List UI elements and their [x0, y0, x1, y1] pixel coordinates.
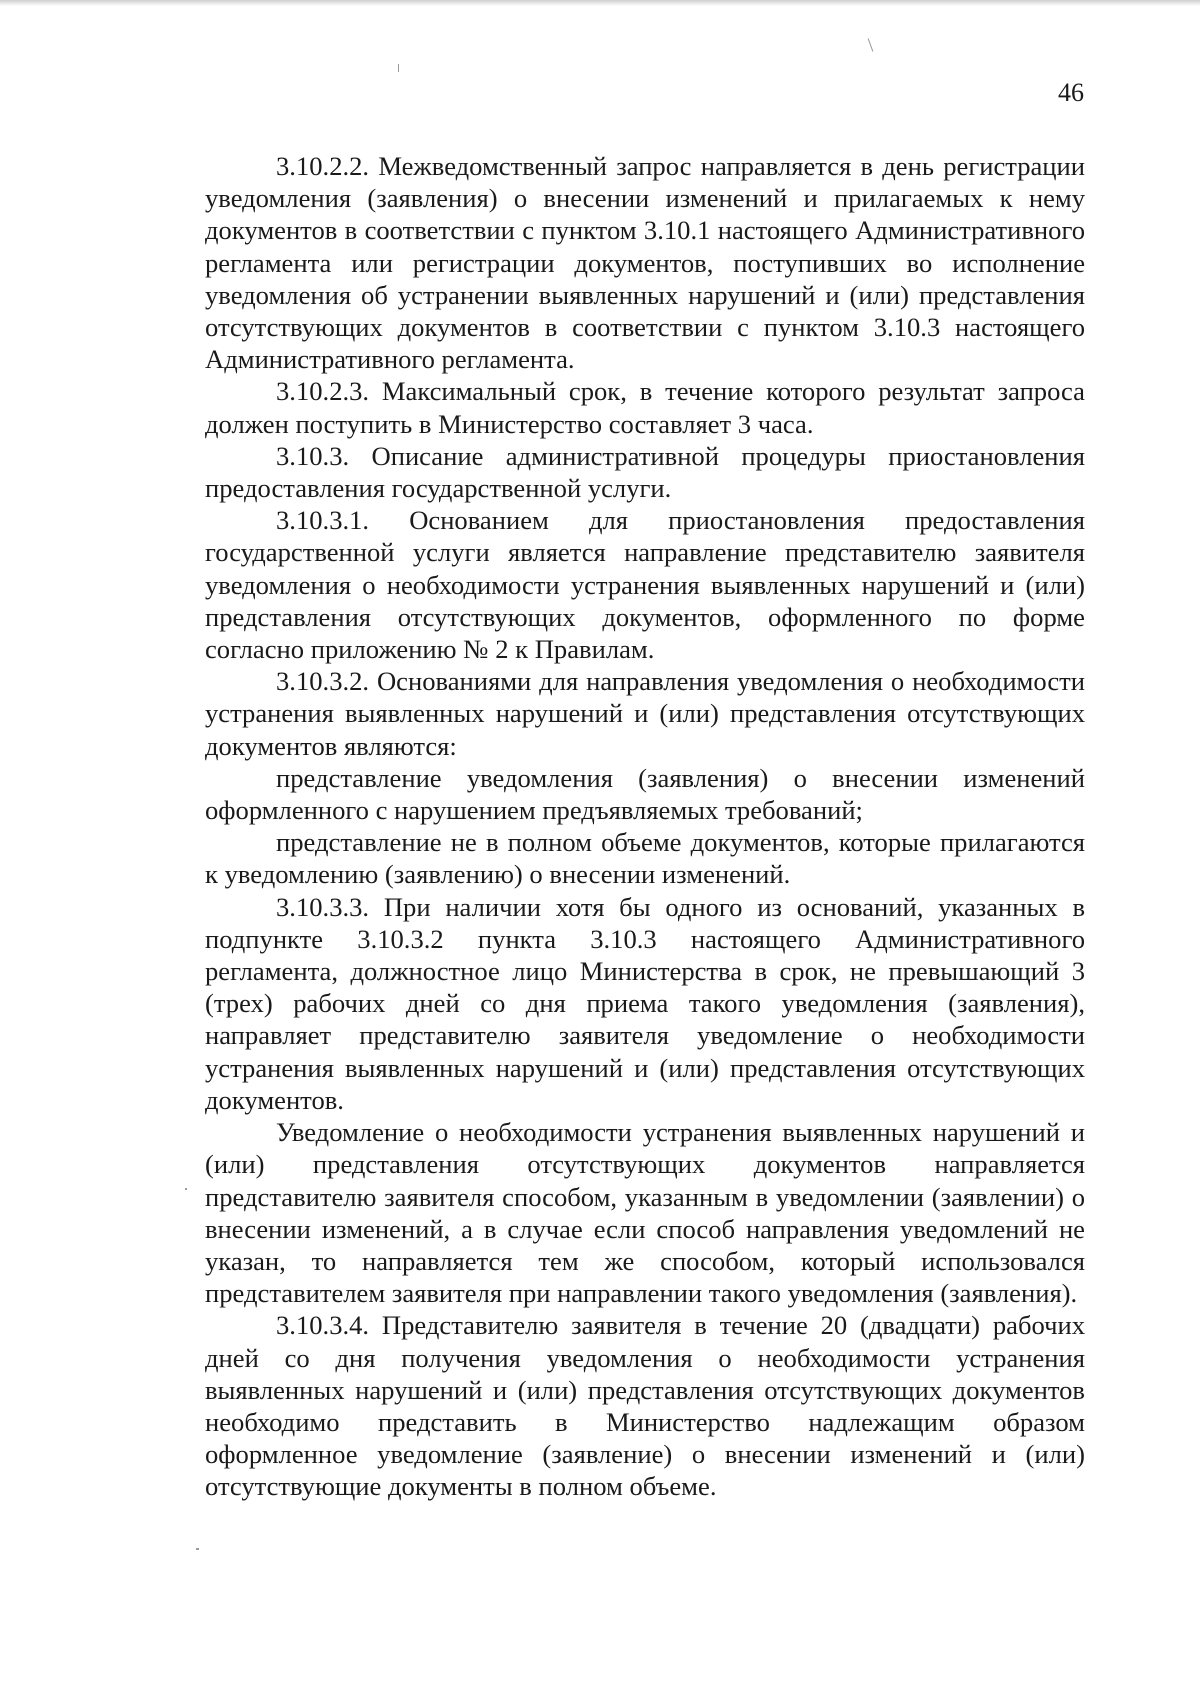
list-item-1: представление уведомления (заявления) о внесении изменений оформленного с нарушением предъявляемых требований;: [205, 762, 1085, 826]
scan-speck: [398, 64, 399, 72]
scan-speck: [196, 1548, 199, 1550]
paragraph-3-10-3-3: 3.10.3.3. При наличии хотя бы одного из оснований, указанных в подпункте 3.10.3.2 пункта 3.10.3 настоящего Административного регламента, должностное лицо Министерства в срок, не превышающий 3 (трех) рабочих дней со дня приема такого уведомления (заявления), направляет представителю заявителя уведомление о необходимости устранения выявленных нарушений и (или) представления отсутствующих документов.: [205, 891, 1085, 1115]
paragraph-3-10-3: 3.10.3. Описание административной процедуры приостановления предоставления государственной услуги.: [205, 440, 1085, 504]
paragraph-3-10-2-2: 3.10.2.2. Межведомственный запрос направляется в день регистрации уведомления (заявления) о внесении изменений и прилагаемых к нему документов в соответствии с пунктом 3.10.1 настоящего Административного регламента или регистрации документов, поступивших во исполнение уведомления об устранении выявленных нарушений и (или) представления отсутствующих документов в соответствии с пунктом 3.10.3 настоящего Административного регламента.: [205, 151, 1085, 375]
list-item-2: представление не в полном объеме документов, которые прилагаются к уведомлению (заявлению) о внесении изменений.: [205, 827, 1085, 890]
paragraph-notification: Уведомление о необходимости устранения выявленных нарушений и (или) представления отсутствующих документов направляется представителю заявителя способом, указанным в уведомлении (заявлении) о внесении изменений, а в случае если способ направления уведомлений не указан, то направляется тем же способом, который использовался представителем заявителя при направлении такого уведомления (заявления).: [205, 1117, 1085, 1309]
paragraph-3-10-3-1: 3.10.3.1. Основанием для приостановления предоставления государственной услуги является направление представителю заявителя уведомления о необходимости устранения выявленных нарушений и (или) представления отсутствующих документов, оформленного по форме согласно приложению № 2 к Правилам.: [205, 505, 1085, 665]
scan-speck: [185, 1188, 187, 1190]
paragraph-3-10-3-4: 3.10.3.4. Представителю заявителя в течение 20 (двадцати) рабочих дней со дня получения уведомления о необходимости устранения выявленных нарушений и (или) представления отсутствующих документов необходимо представить в Министерство надлежащим образом оформленное уведомление (заявление) о внесении изменений и (или) отсутствующие документы в полном объеме.: [205, 1310, 1085, 1502]
page-number: 46: [1058, 78, 1084, 107]
document-body: [205, 150, 1085, 1503]
scan-speck: [868, 38, 874, 51]
paragraph-3-10-2-3: 3.10.2.3. Максимальный срок, в течение которого результат запроса должен поступить в Министерство составляет 3 часа.: [205, 376, 1085, 439]
scan-top-edge: [0, 0, 1200, 6]
paragraph-3-10-3-2: 3.10.3.2. Основаниями для направления уведомления о необходимости устранения выявленных нарушений и (или) представления отсутствующих документов являются:: [205, 666, 1085, 761]
